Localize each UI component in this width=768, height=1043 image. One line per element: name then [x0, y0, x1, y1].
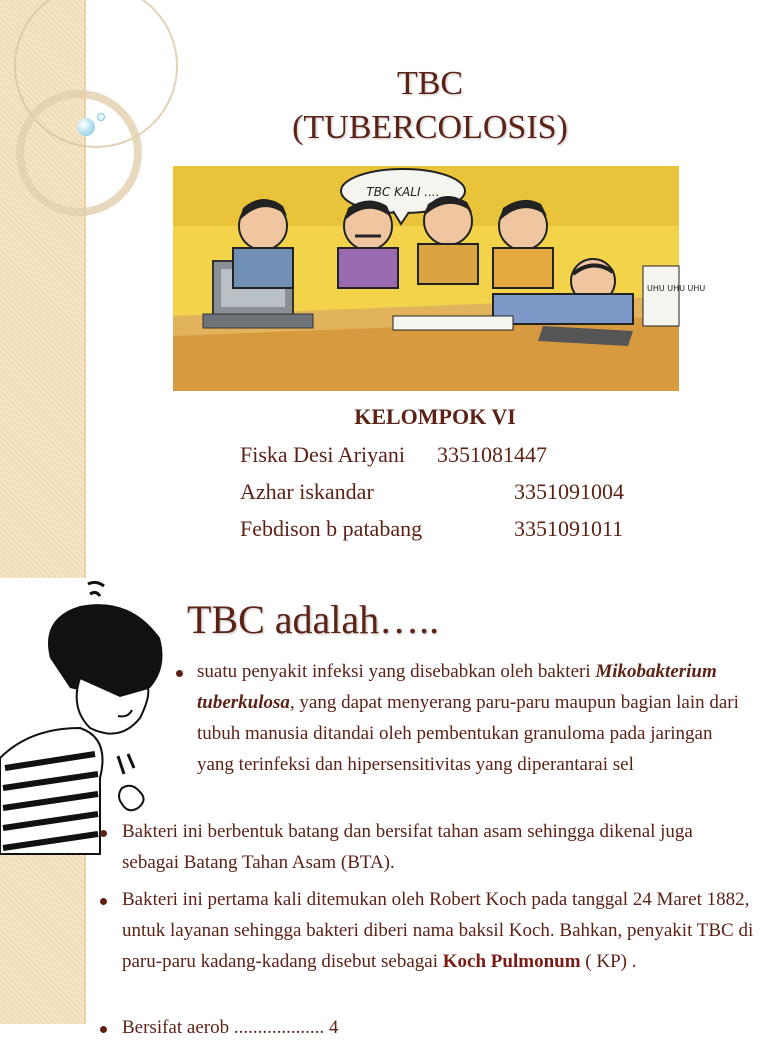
bullet-dot [100, 1026, 107, 1033]
comic-illustration [173, 166, 706, 391]
coughing-boy-illustration [0, 578, 166, 854]
bullet-text: , yang dapat menyerang paru-paru maupun bagian lain dari tubuh manusia ditandai oleh pembentukan granuloma pada jaringan yang terinfeksi dan hipersensitivitas yang diperantarai sel [197, 692, 739, 775]
bullet-aerob: Bersifat aerob ................... 4 [122, 1017, 339, 1038]
member-row [240, 516, 624, 542]
member-row [240, 442, 547, 468]
slide-title-line2: (TUBERCOLOSIS) [292, 109, 568, 146]
comic-speech-text: TBC KALI .... [366, 185, 440, 199]
member-nim: 3351091004 [514, 479, 624, 504]
bullet-text: suatu penyakit infeksi yang disebabkan oleh bakteri [197, 661, 596, 682]
koch-pulmonum: Koch Pulmonum [442, 951, 581, 972]
bullet-shape: Bakteri ini berbentuk batang dan bersifat tahan asam sehingga dikenal juga sebagai Batang Tahan Asam (BTA). [122, 821, 693, 873]
member-name: Azhar iskandar [240, 479, 374, 504]
bullet-dot [100, 898, 107, 905]
group-label: KELOMPOK VI [354, 404, 516, 429]
decorative-ring [16, 90, 142, 216]
bullet-text: Bakteri ini pertama kali ditemukan oleh Robert Koch pada tanggal 24 Maret 1882, untuk layanan sehingga bakteri diberi nama baksil Koch. Bahkan, penyakit TBC di paru-paru kadang-kadang disebut sebagai [122, 889, 754, 972]
comic-sign-text: UHU UHU UHU [647, 284, 706, 293]
decorative-bubble [77, 118, 95, 136]
bullet-definition [197, 656, 752, 780]
member-name: Febdison b patabang [240, 516, 423, 541]
slide-content [0, 576, 768, 1038]
bullet-history [122, 884, 758, 977]
member-row [240, 479, 624, 505]
decorative-bubble-small [97, 113, 105, 121]
slide-title-line1: TBC [396, 65, 464, 102]
member-nim: 3351091011 [514, 516, 624, 541]
member-name: Fiska Desi Ariyani [240, 442, 405, 467]
bullet-dot [176, 670, 183, 677]
slide-heading: TBC adalah….. [187, 597, 440, 642]
bullet-dot [100, 830, 107, 837]
member-nim: 3351081447 [437, 442, 547, 467]
bacteria-name: Mikobakterium tuberkulosa [197, 661, 717, 713]
bullet-text: ( KP) . [580, 951, 637, 972]
